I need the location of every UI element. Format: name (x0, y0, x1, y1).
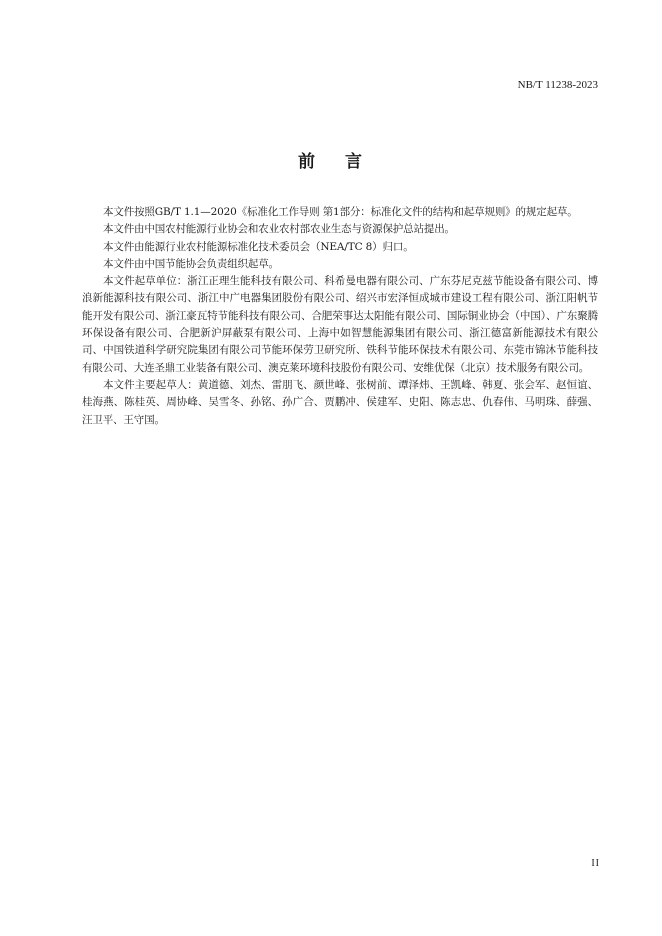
paragraph-main-drafters: 本文件主要起草人：黄道德、刘杰、雷朋飞、颜世峰、张树前、谭泽炜、王凯峰、韩夏、张会军、赵恒谊、桂海燕、陈桂英、周协峰、吴雪冬、孙铭、孙广合、贾鹏冲、侯建军、史阳、陈志忠、仇春伟、马明珠、薛强、汪卫平、王守国。 (82, 378, 598, 426)
foreword-body (82, 204, 598, 429)
paragraph-drafting-rules: 本文件按照GB/T 1.1—2020《标准化工作导则 第1部分：标准化文件的结构和起草规则》的规定起草。 (103, 206, 578, 218)
title-char-2: 言 (345, 152, 364, 172)
paragraph-organized-by: 本文件由中国节能协会负责组织起草。 (103, 257, 279, 270)
title-char-1: 前 (298, 152, 317, 172)
paragraph-drafting-units: 本文件起草单位：浙江正理生能科技有限公司、科希曼电器有限公司、广东芬尼克兹节能设备有限公司、博浪新能源科技有限公司、浙江中广电器集团股份有限公司、绍兴市宏泽恒成城市建设工程有限公司、浙江阳帆节能开发有限公司、浙江豪瓦特节能科技有限公司、合肥荣事达太阳能有限公司、国际铜业协会（中国）、广东聚腾环保设备有限公司、合肥新沪屏蔽泵有限公司、上海中如智慧能源集团有限公司、浙江德富新能源技术有限公司、中国铁道科学研究院集团有限公司节能环保劳卫研究所、铁科节能环保技术有限公司、东莞市锦沐节能科技有限公司、大连圣鼎工业装备有限公司、澳克莱环境科技股份有限公司、安维优保（北京）技术服务有限公司。 (82, 275, 598, 374)
page-number: II (591, 858, 600, 869)
paragraph-proposed-by: 本文件由中国农村能源行业协会和农业农村部农业生态与资源保护总站提出。 (103, 223, 455, 236)
paragraph-under-jurisdiction: 本文件由能源行业农村能源标准化技术委员会（NEA/TC 8）归口。 (103, 240, 414, 253)
document-code: NB/T 11238-2023 (517, 79, 598, 91)
page-title (0, 147, 662, 172)
